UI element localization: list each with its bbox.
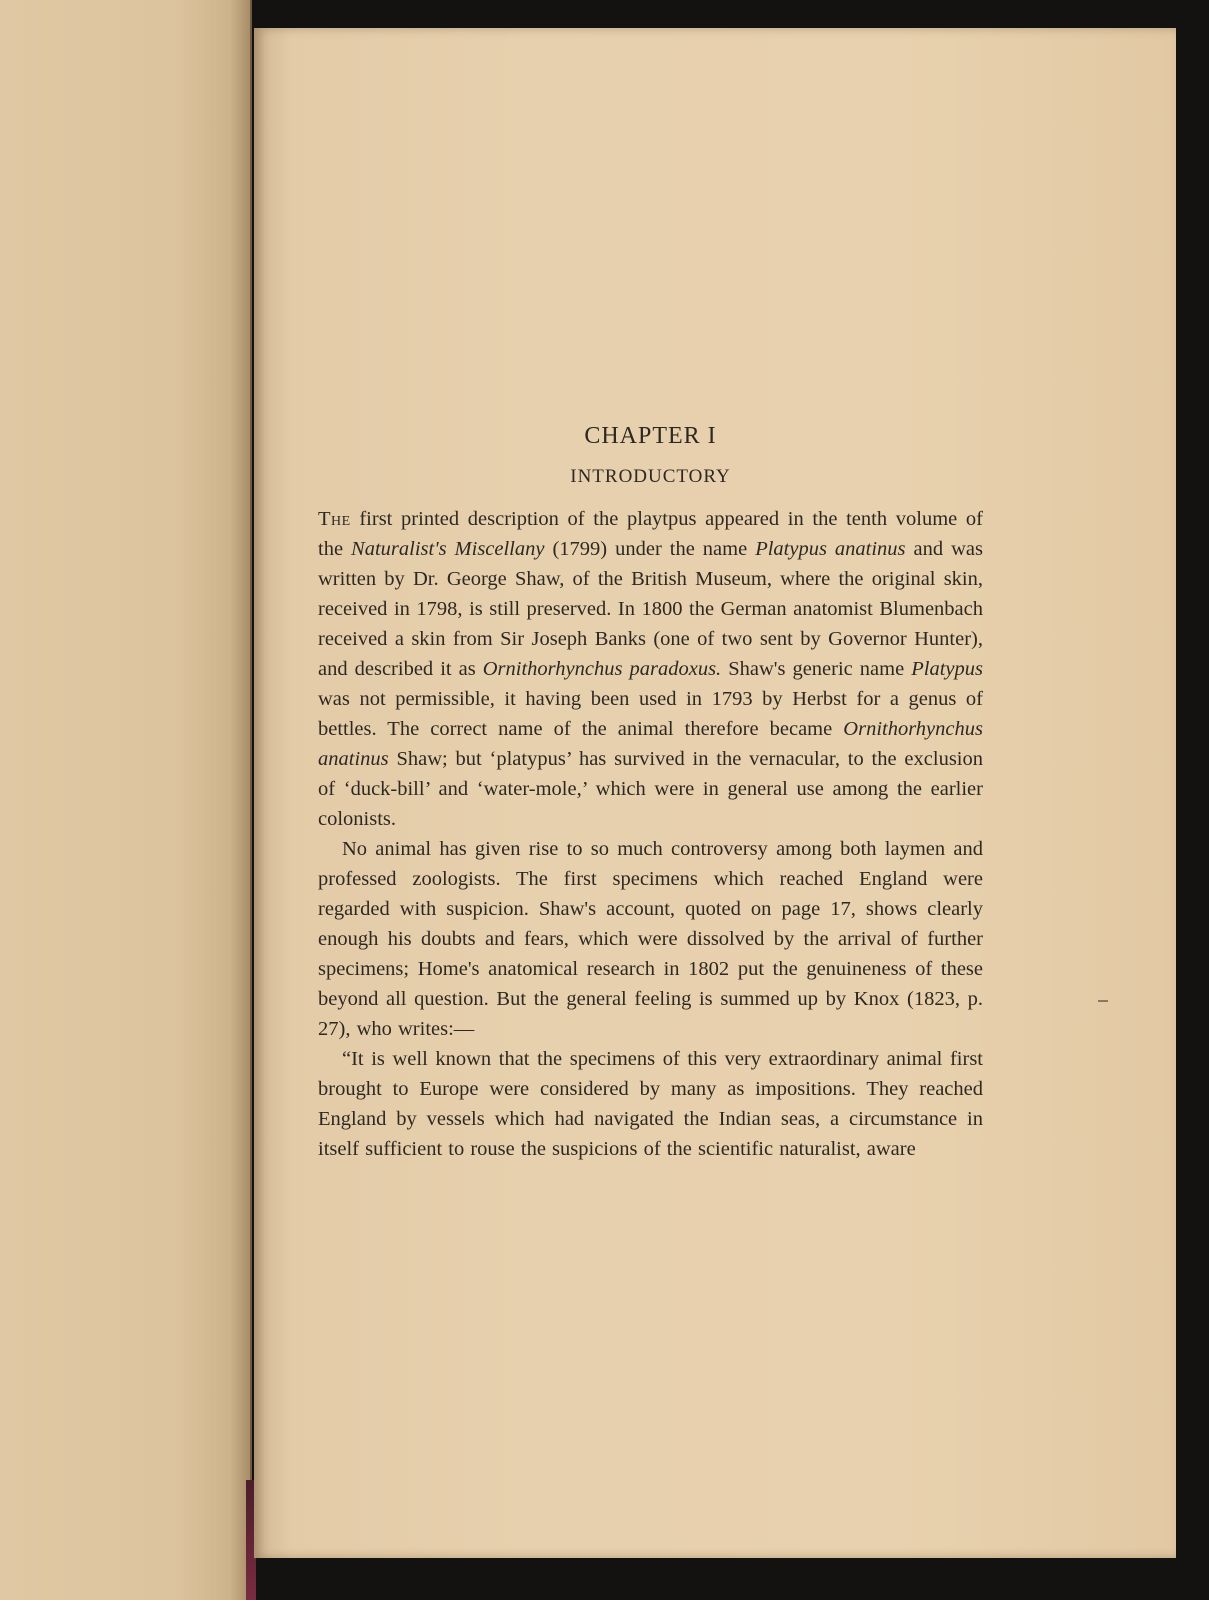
species-name: Platypus anatinus [755, 538, 906, 560]
chapter-subtitle: INTRODUCTORY [570, 466, 731, 487]
text-segment: first printed description of the playtpus appeared in the tenth volume of the [318, 508, 983, 560]
book-title: Naturalist's Miscellany [351, 538, 545, 560]
page-margin-mark [1098, 1000, 1108, 1002]
page-text-block [318, 423, 983, 1164]
text-segment: was not permissible, it having been used in 1793 by Herbst for a genus of bettles. The correct name of the animal therefore became [318, 688, 983, 740]
text-segment: Shaw's generic name [721, 658, 912, 680]
text-segment: and was written by Dr. George Shaw, of the British Museum, where the original skin, received in 1798, is still preserved. In 1800 the German anatomist Blumenbach received a skin from Sir Joseph Banks (one of two sent by Governor Hunter), and described it as [318, 538, 983, 680]
right-page [254, 28, 1176, 1558]
paragraph-3: “It is well known that the specimens of this very extraordinary animal first brought to Europe were considered by many as impositions. They reached England by vessels which had navigated the Indian seas, a circumstance in itself sufficient to rouse the suspicions of the scientific naturalist, aware [318, 1048, 983, 1160]
left-page [0, 0, 252, 1600]
species-name: Ornithorhynchus paradoxus. [482, 658, 722, 680]
species-name: Ornithorhynchus anatinus [318, 718, 983, 770]
text-segment: Shaw; but ‘platypus’ has survived in the vernacular, to the exclusion of ‘duck-bill’ and ‘water-mole,’ which were in general use among the earlier colonists. [318, 748, 983, 830]
opening-word: The [318, 508, 351, 530]
text-segment: (1799) under the name [544, 538, 756, 560]
paragraph-2: No animal has given rise to so much controversy among both laymen and professed zoologists. The first specimens which reached England were regarded with suspicion. Shaw's account, quoted on page 17, shows clearly enough his doubts and fears, which were dissolved by the arrival of further specimens; Home's anatomical research in 1802 put the genuineness of these beyond all question. But the general feeling is summed up by Knox (1823, p. 27), who writes:— [318, 838, 983, 1040]
paragraph-1 [318, 504, 983, 834]
genus-name: Platypus [911, 658, 983, 680]
chapter-heading: CHAPTER I [584, 423, 717, 449]
